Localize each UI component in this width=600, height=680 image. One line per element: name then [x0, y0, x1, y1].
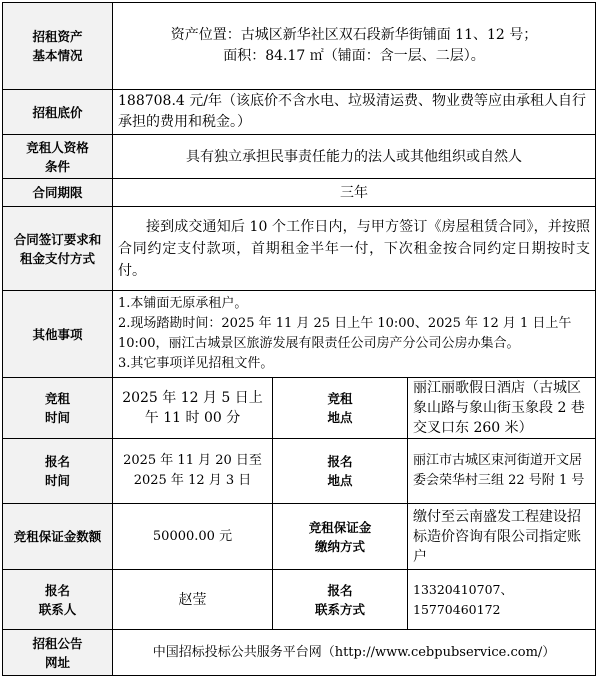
other-item-3: 3.其它事项详见招租文件。 — [118, 356, 274, 371]
base-price-label: 招租底价 — [3, 90, 113, 135]
other-label: 其他事项 — [3, 291, 113, 378]
asset-location: 资产位置：古城区新华社区双石段新华街铺面 11、12 号； — [170, 27, 538, 43]
deposit-method-label: 竞租保证金 缴纳方式 — [273, 504, 408, 570]
deposit-amount-label: 竞租保证金数额 — [3, 504, 113, 570]
registration-place-label: 报名 地点 — [273, 439, 408, 504]
asset-area: 面积：84.17 ㎡（铺面：含一层、二层）。 — [223, 48, 485, 64]
bidding-row — [3, 378, 596, 439]
contact-person-value: 赵莹 — [113, 570, 273, 630]
registration-place-value: 丽江市古城区束河街道开文居委会荣华村三组 22 号附 1 号 — [408, 439, 596, 504]
signing-value: 接到成交通知后 10 个工作日内，与甲方签订《房屋租赁合同》，并按照合同约定支付款项，首期租金半年一付，下次租金按合同约定日期按时支付。 — [113, 207, 596, 291]
term-row — [3, 179, 596, 207]
signing-row — [3, 207, 596, 291]
contact-phone-value: 13320410707、15770460172 — [408, 570, 596, 630]
registration-row — [3, 439, 596, 504]
website-row — [3, 630, 596, 676]
bidding-time-value: 2025 年 12 月 5 日上午 11 时 00 分 — [113, 378, 273, 439]
tender-info-table — [2, 2, 596, 676]
asset-label: 招租资产 基本情况 — [3, 3, 113, 90]
base-price-value: 188708.4 元/年（该底价不含水电、垃圾清运费、物业费等应由承租人自行承担的费用和税金。） — [113, 90, 596, 135]
contact-row — [3, 570, 596, 630]
qualification-row — [3, 135, 596, 179]
asset-row — [3, 3, 596, 90]
website-label: 招租公告 网址 — [3, 630, 113, 676]
contact-phone-label: 报名 联系方式 — [273, 570, 408, 630]
deposit-method-value: 缴付至云南盛发工程建设招标造价咨询有限公司指定账户 — [408, 504, 596, 570]
website-value: 中国招标投标公共服务平台网（http://www.cebpubservice.com/） — [113, 630, 596, 676]
registration-time-value: 2025 年 11 月 20 日至 2025 年 12 月 3 日 — [113, 439, 273, 504]
other-value — [113, 291, 596, 378]
other-row — [3, 291, 596, 378]
deposit-row — [3, 504, 596, 570]
base-price-row — [3, 90, 596, 135]
contact-person-label: 报名 联系人 — [3, 570, 113, 630]
registration-time-label: 报名 时间 — [3, 439, 113, 504]
other-item-1: 1.本铺面无原承租户。 — [118, 296, 248, 311]
term-value: 三年 — [113, 179, 596, 207]
bidding-place-label: 竞租 地点 — [273, 378, 408, 439]
other-item-2: 2.现场踏勘时间：2025 年 11 月 25 日上午 10:00、2025 年 12 月 1 日上午 10:00，丽江古城景区旅游发展有限责任公司房产分公司公房办集合。 — [118, 316, 572, 351]
bidding-place-value: 丽江丽歌假日酒店（古城区象山路与象山街玉象段 2 巷交叉口东 260 米） — [408, 378, 596, 439]
signing-label: 合同签订要求和 租金支付方式 — [3, 207, 113, 291]
asset-value — [113, 3, 596, 90]
qualification-label: 竞租人资格 条件 — [3, 135, 113, 179]
deposit-amount-value: 50000.00 元 — [113, 504, 273, 570]
qualification-value: 具有独立承担民事责任能力的法人或其他组织或自然人 — [113, 135, 596, 179]
term-label: 合同期限 — [3, 179, 113, 207]
bidding-time-label: 竞租 时间 — [3, 378, 113, 439]
